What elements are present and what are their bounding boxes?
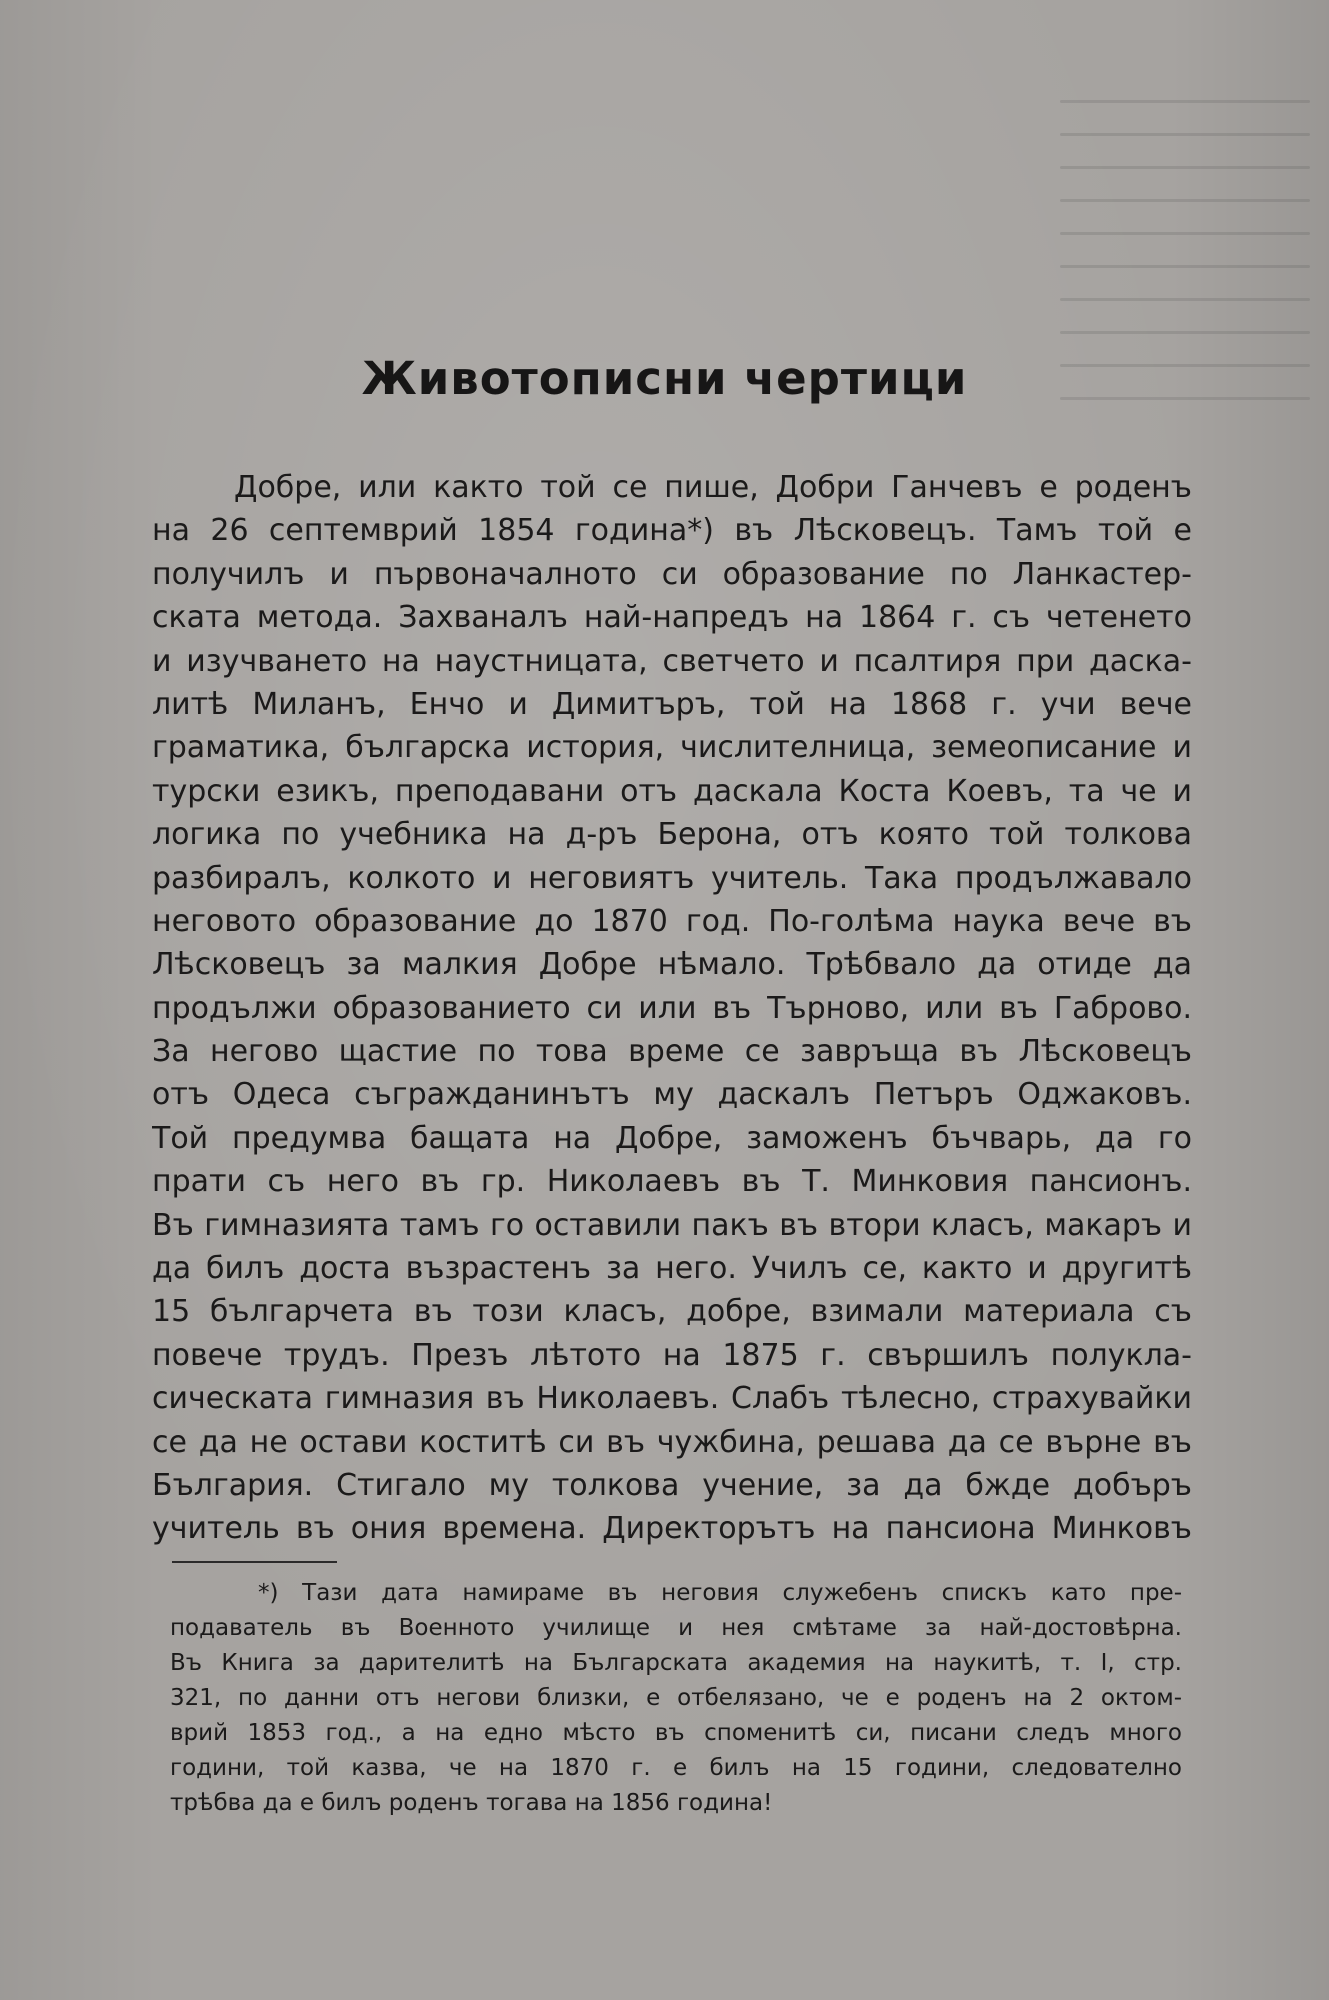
- footnote-line: *) Тази дата намираме въ неговия служебенъ спискъ като пре-: [258, 1580, 1182, 1606]
- footnote-line: подаватель въ Военното училище и нея смѣтаме за най-достовѣрна.: [170, 1615, 1182, 1641]
- footnote-line: врий 1853 год., а на едно мѣсто въ споменитѣ си, писани следъ много: [170, 1720, 1182, 1746]
- text-line: отъ Одеса съгражданинътъ му даскалъ Петъръ Оджаковъ.: [152, 1077, 1192, 1113]
- bleed-through-text: [1060, 100, 1310, 480]
- body-paragraph: [152, 466, 1192, 1551]
- page-title: Животописни чертици: [361, 352, 968, 405]
- text-line: и изучването на наустницата, светчето и псалтиря при даска-: [152, 643, 1192, 679]
- text-line: учитель въ ония времена. Директорътъ на пансиона Минковъ: [152, 1511, 1192, 1547]
- text-line: България. Стигало му толкова учение, за да бжде добъръ: [152, 1467, 1192, 1503]
- text-line: литѣ Миланъ, Енчо и Димитъръ, той на 1868 г. учи вече: [152, 686, 1192, 722]
- text-line: За негово щастие по това време се завръща въ Лѣсковецъ: [152, 1034, 1192, 1070]
- text-line: сическата гимназия въ Николаевъ. Слабъ тѣлесно, страхувайки: [152, 1381, 1192, 1417]
- text-line: получилъ и първоначалното си образование по Ланкастер-: [152, 556, 1192, 592]
- text-line: логика по учебника на д-ръ Берона, отъ която той толкова: [152, 817, 1192, 853]
- footnote-line: години, той казва, че на 1870 г. е билъ на 15 години, следователно: [170, 1755, 1182, 1781]
- text-line: продължи образованието си или въ Търново, или въ Габрово.: [152, 990, 1192, 1026]
- text-line: разбиралъ, колкото и неговиятъ учитель. Така продължавало: [152, 860, 1192, 896]
- text-line: на 26 септемврий 1854 година*) въ Лѣсковецъ. Тамъ той е: [152, 513, 1192, 549]
- text-line: неговото образование до 1870 год. По-голѣма наука вече въ: [152, 903, 1192, 939]
- footnote: [170, 1576, 1182, 1821]
- text-line: да билъ доста възрастенъ за него. Училъ се, както и другитѣ: [152, 1251, 1192, 1287]
- text-line: се да не остави коститѣ си въ чужбина, решава да се върне въ: [152, 1424, 1192, 1460]
- footnote-separator: [172, 1561, 337, 1563]
- text-line: ската метода. Захваналъ най-напредъ на 1864 г. съ четенето: [152, 600, 1192, 636]
- text-line: Въ гимназията тамъ го оставили пакъ въ втори класъ, макаръ и: [152, 1207, 1192, 1243]
- text-line: прати съ него въ гр. Николаевъ въ Т. Минковия пансионъ.: [152, 1164, 1192, 1200]
- footnote-line: трѣбва да е билъ роденъ тогава на 1856 година!: [170, 1790, 773, 1816]
- text-line: турски езикъ, преподавани отъ даскала Коста Коевъ, та че и: [152, 773, 1192, 809]
- footnote-line: 321, по данни отъ негови близки, е отбелязано, че е роденъ на 2 октом-: [170, 1685, 1182, 1711]
- footnote-line: Въ Книга за дарителитѣ на Българската академия на наукитѣ, т. I, стр.: [170, 1650, 1182, 1676]
- text-line: Той предумва бащата на Добре, заможенъ бъчварь, да го: [152, 1120, 1192, 1156]
- text-line: повече трудъ. Презъ лѣтото на 1875 г. свършилъ полукла-: [152, 1337, 1192, 1373]
- text-line: Добре, или както той се пише, Добри Ганчевъ е роденъ: [234, 470, 1192, 505]
- text-line: Лѣсковецъ за малкия Добре нѣмало. Трѣбвало да отиде да: [152, 947, 1192, 983]
- text-line: граматика, българска история, числителница, земеописание и: [152, 730, 1192, 766]
- text-line: 15 българчета въ този класъ, добре, взимали материала съ: [152, 1294, 1192, 1330]
